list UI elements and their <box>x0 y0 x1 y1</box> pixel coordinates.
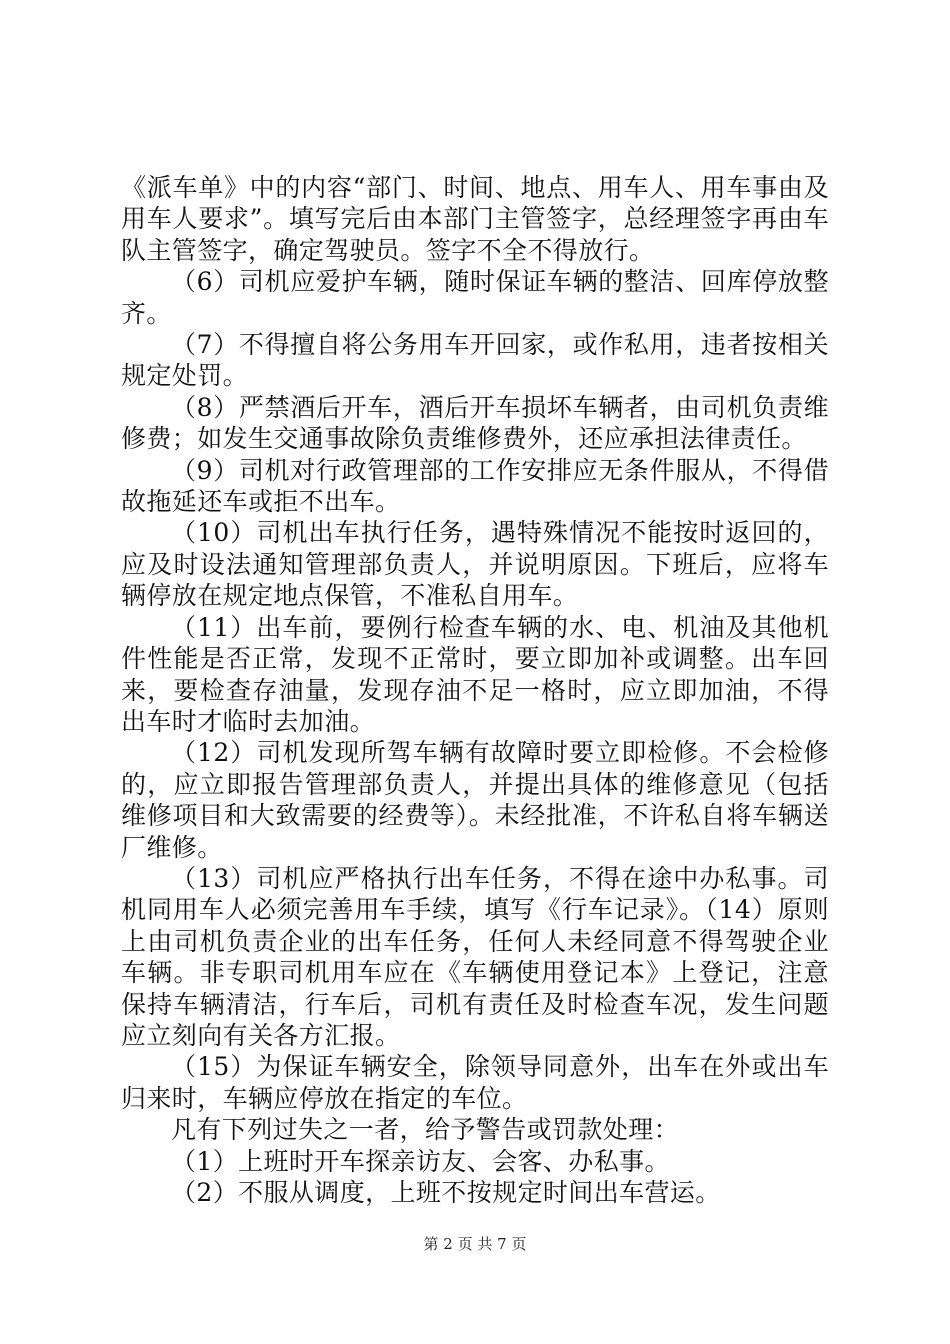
paragraph-rule-10: （10）司机出车执行任务，遇特殊情况不能按时返回的，应及时设法通知管理部负责人，并说明原因。下班后，应将车辆停放在规定地点保管，不准私自用车。 <box>121 518 829 611</box>
paragraph-penalty-1: （1）上班时开车探亲访友、会客、办私事。 <box>171 1146 670 1176</box>
paragraph-rule-8: （8）严禁酒后开车，酒后开车损坏车辆者，由司机负责维修费；如发生交通事故除负责维修费外，还应承担法律责任。 <box>121 392 829 454</box>
paragraph-rule-9: （9）司机对行政管理部的工作安排应无条件服从，不得借故拖延还车或拒不出车。 <box>121 455 829 517</box>
paragraph-rule-7: （7）不得擅自将公务用车开回家，或作私用，违者按相关规定处罚。 <box>121 330 829 391</box>
page-number-footer: 第 2 页 共 7 页 <box>423 1235 527 1253</box>
paragraph-rule-13-14: （13）司机应严格执行出车任务，不得在途中办私事。司机同用车人必须完善用车手续，填写《行车记录》。（14）原则上由司机负责企业的出车任务，任何人未经同意不得驾驶企业车辆。非专职司机用车应在《车辆使用登记本》上登记，注意保持车辆清洁，行车后，司机有责任及时检查车况，发生问题应立刻向有关各方汇报。 <box>121 863 829 1050</box>
paragraph-penalty-intro: 凡有下列过失之一者，给予警告或罚款处理： <box>171 1115 680 1145</box>
paragraph-rule-12: （12）司机发现所驾车辆有故障时要立即检修。不会检修的，应立即报告管理部负责人，并提出具体的维修意见（包括维修项目和大致需要的经费等）。未经批准，不许私自将车辆送厂维修。 <box>121 738 829 862</box>
paragraph-rule-15: （15）为保证车辆安全，除领导同意外，出车在外或出车归来时，车辆应停放在指定的车位。 <box>121 1052 829 1113</box>
document-body <box>121 172 829 1208</box>
paragraph-dispatch-form: 《派车单》中的内容“部门、时间、地点、用车人、用车事由及用车人要求”。填写完后由本部门主管签字，总经理签字再由车队主管签字，确定驾驶员。签字不全不得放行。 <box>121 173 829 265</box>
paragraph-rule-11: （11）出车前，要例行检查车辆的水、电、机油及其他机件性能是否正常，发现不正常时，要立即加补或调整。出车回来，要检查存油量，发现存油不足一格时，应立即加油，不得出车时才临时去加油。 <box>121 612 829 736</box>
paragraph-penalty-2: （2）不服从调度，上班不按规定时间出车营运。 <box>171 1178 721 1207</box>
paragraph-rule-6: （6）司机应爱护车辆，随时保证车辆的整洁、回库停放整齐。 <box>121 267 829 328</box>
